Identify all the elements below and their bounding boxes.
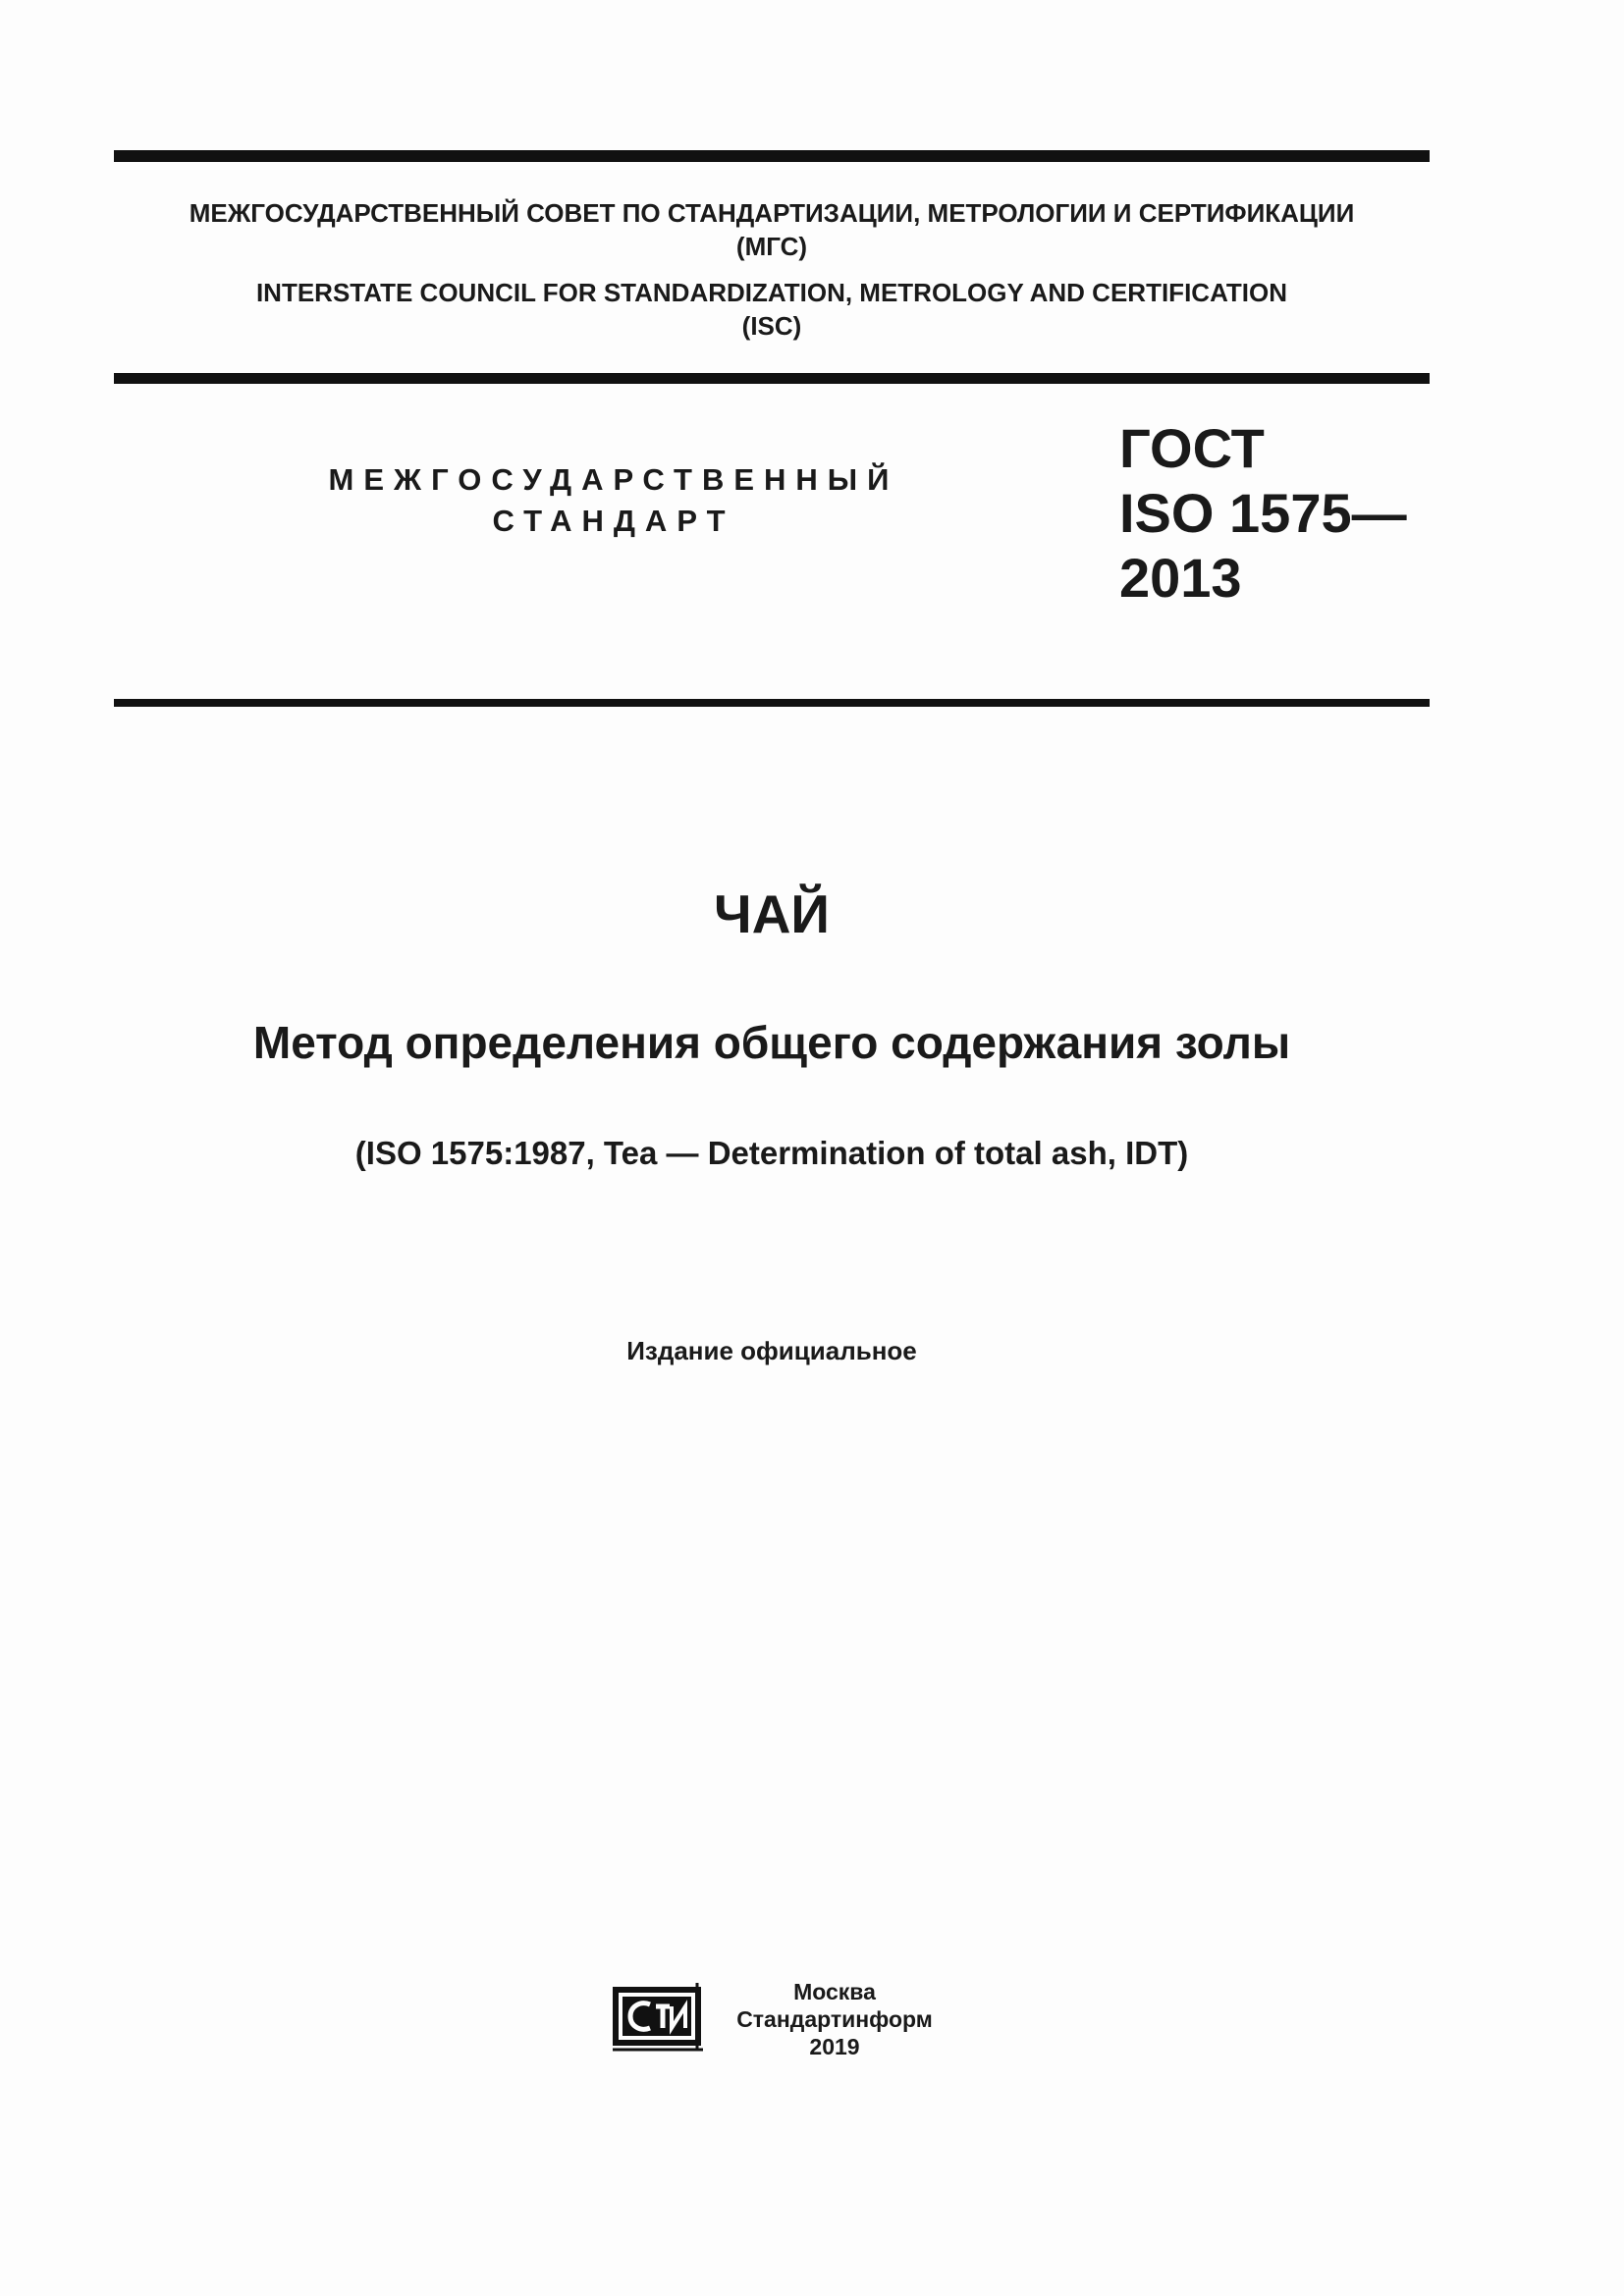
council-name-ru	[114, 196, 1430, 263]
council-abbr-en: (ISC)	[741, 311, 802, 341]
publisher-city: Москва	[793, 1979, 876, 2004]
document-title: ЧАЙ	[714, 883, 830, 944]
council-name-en	[114, 276, 1430, 343]
standard-code-line1: ГОСТ	[1119, 417, 1265, 479]
publisher-name: Стандартинформ	[736, 2006, 933, 2032]
bottom-rule	[114, 699, 1430, 707]
publisher-year: 2019	[809, 2034, 860, 2059]
council-abbr-ru: (МГС)	[735, 232, 808, 261]
publisher-block	[722, 1978, 947, 2060]
document-subtitle: Метод определения общего содержания золы	[252, 1017, 1291, 1068]
standard-type-line2: СТАНДАРТ	[492, 504, 735, 538]
standartinform-logo-icon	[611, 1981, 705, 2052]
edition-note: Издание официальное	[626, 1336, 917, 1365]
standard-type-label	[275, 459, 952, 542]
middle-rule	[114, 373, 1430, 384]
standard-code-line2: ISO 1575—	[1119, 482, 1407, 544]
council-name-en-line1: INTERSTATE COUNCIL FOR STANDARDIZATION, METROLOGY AND CERTIFICATION	[255, 278, 1288, 307]
top-rule	[114, 150, 1430, 162]
standard-code	[1119, 416, 1443, 611]
iso-reference: (ISO 1575:1987, Tea — Determination of total ash, IDT)	[354, 1135, 1189, 1171]
council-name-ru-line1: МЕЖГОСУДАРСТВЕННЫЙ СОВЕТ ПО СТАНДАРТИЗАЦИИ, МЕТРОЛОГИИ И СЕРТИФИКАЦИИ	[189, 198, 1355, 228]
standard-code-line3: 2013	[1119, 547, 1242, 609]
standard-type-line1: МЕЖГОСУДАРСТВЕННЫЙ	[328, 462, 899, 497]
